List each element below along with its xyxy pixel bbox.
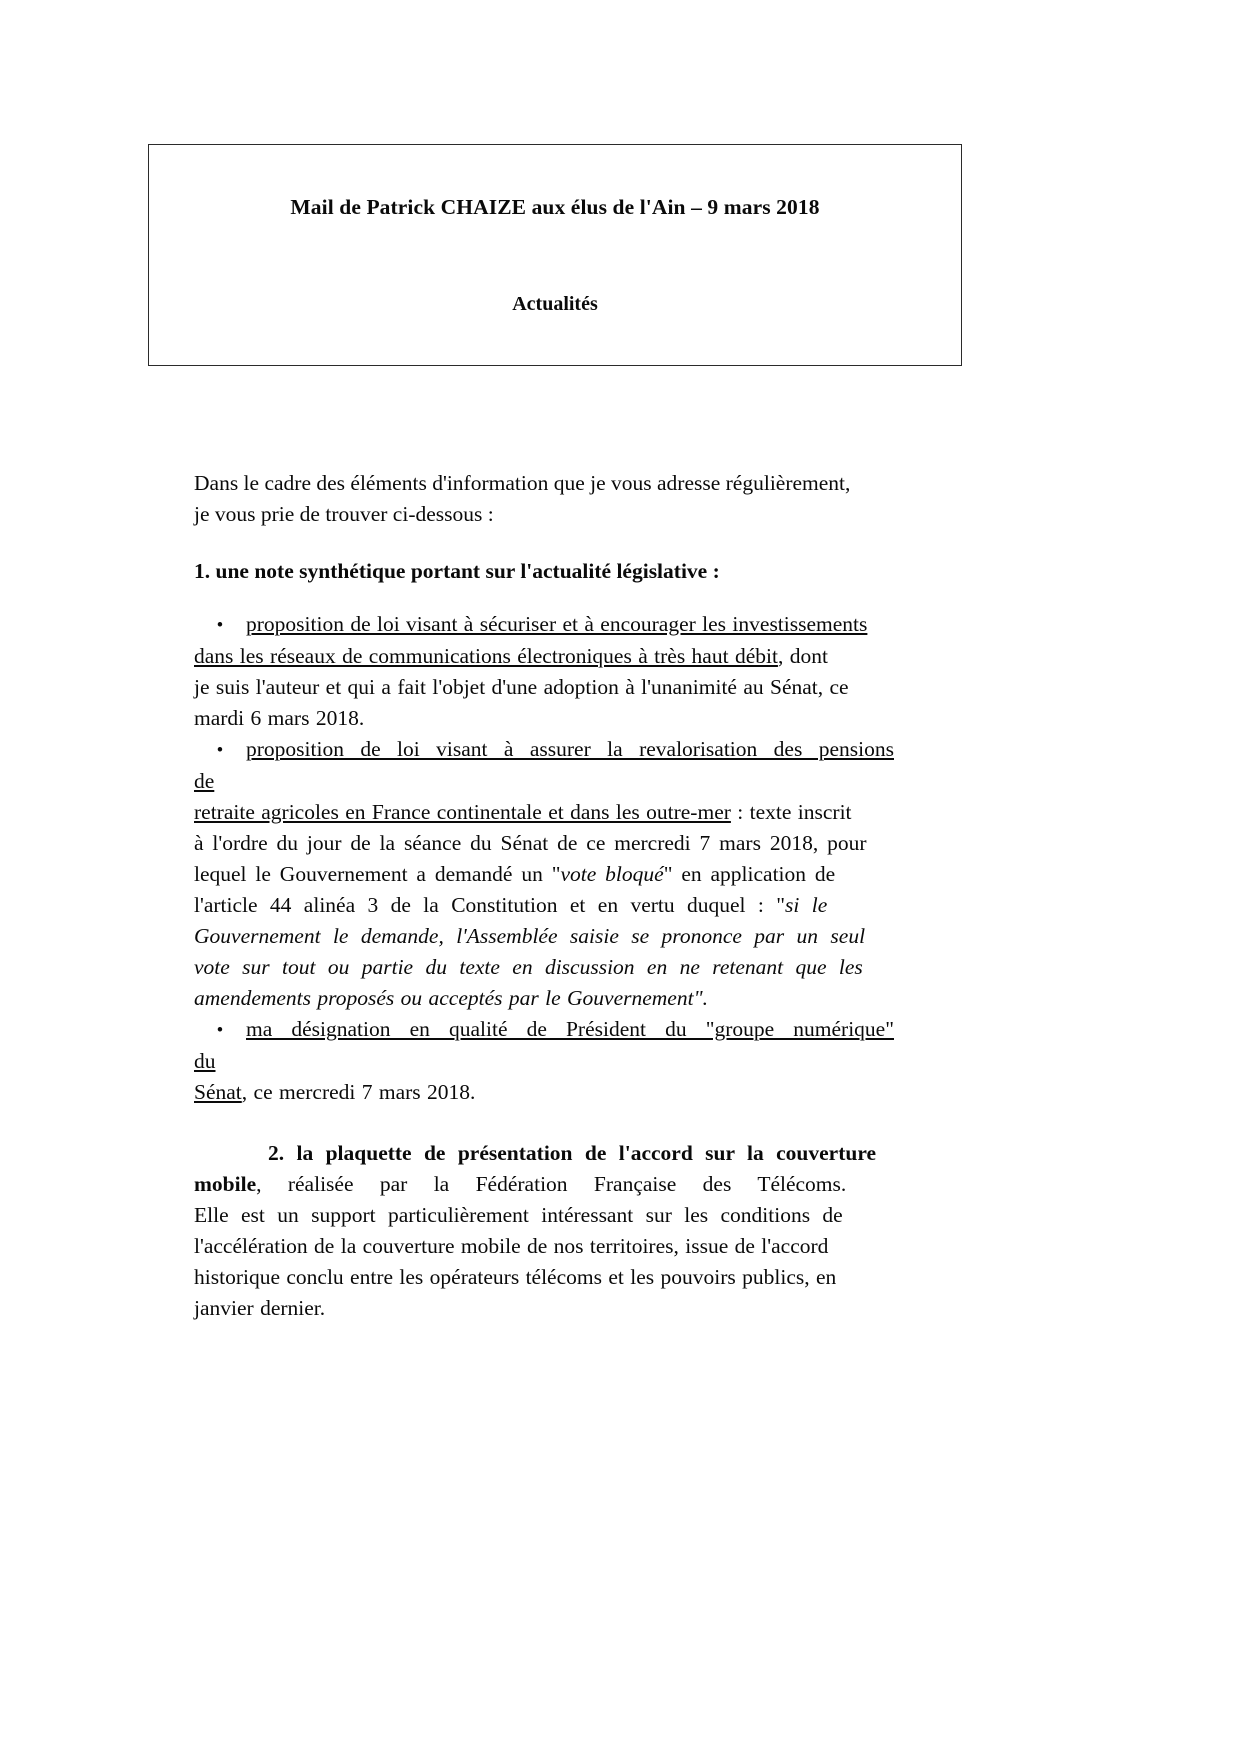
section-2-heading: 2. la plaquette de présentation de l'accord sur la couverture [268,1141,877,1165]
section-1-heading: 1. une note synthétique portant sur l'actualité législative : [194,559,720,583]
section-2-line: Elle est un support particulièrement intéressant sur les conditions de [194,1203,843,1227]
quote-line: amendements proposés ou acceptés par le Gouvernement". [194,986,708,1010]
section-2-text: , réalisée par la Fédération Française des Télécoms [256,1172,841,1196]
intro-line-1: Dans le cadre des éléments d'information que je vous adresse régulièrement, [194,471,851,495]
bullet-line [194,890,894,921]
bullet-line [194,641,894,672]
bullet-line [194,734,894,797]
bullet-text-tail: : texte inscrit [730,800,852,824]
header-box [148,144,962,366]
quote-line: vote sur tout ou partie du texte en discussion en ne retenant que les [194,955,863,979]
list-item [194,734,894,1014]
bullet-text-tail: , ce mercredi 7 mars 2018. [241,1080,476,1104]
bullet-text: retraite agricoles en France continentale et dans les outre-mer [194,800,731,824]
section-1-bullet-list [194,609,894,1108]
list-item [194,1014,894,1108]
bullet-text-tail: , dont [777,644,828,668]
bullet-text-tail: " en application de [663,862,836,886]
bullet-icon: • [216,1020,224,1041]
header-subtitle: Actualités [512,293,598,315]
bullet-line [194,859,894,890]
section-2-line: historique conclu entre les opérateurs télécoms et les pouvoirs publics, en [194,1265,837,1289]
bullet-line: mardi 6 mars 2018. [194,706,365,730]
bullet-line [194,609,894,641]
bullet-icon: • [216,615,224,636]
bullet-text: dans les réseaux de communications électroniques à très haut débit [194,644,778,668]
bullet-text: proposition de loi visant à sécuriser et à encourager les investissements [246,612,868,636]
section-2-line: l'accélération de la couverture mobile de nos territoires, issue de l'accord [194,1234,829,1258]
section-2-paragraph [194,1138,894,1324]
bullet-text: proposition de loi visant à assurer la revalorisation des pensions de [194,737,894,793]
quote-italic: vote bloqué [560,862,664,886]
bullet-line [194,797,894,828]
quote-italic: si le [785,893,828,917]
list-item [194,609,894,734]
section-2-bold: mobile [194,1172,257,1196]
bullet-text: l'article 44 alinéa 3 de la Constitution et en vertu duquel : " [194,893,786,917]
section-2-line [194,1169,894,1200]
bullet-text: Sénat [194,1080,242,1104]
bullet-line [194,1077,894,1108]
bullet-line [194,1014,894,1077]
bullet-text: ma désignation en qualité de Président du "groupe numérique" du [194,1017,894,1073]
document-body [194,468,894,1324]
bullet-text: lequel le Gouvernement a demandé un " [194,862,561,886]
page-title: Mail de Patrick CHAIZE aux élus de l'Ain – 9 mars 2018 [290,195,820,219]
quote-line: Gouvernement le demande, l'Assemblée saisie se prononce par un seul [194,924,866,948]
bullet-line: je suis l'auteur et qui a fait l'objet d'une adoption à l'unanimité au Sénat, ce [194,675,849,699]
bullet-icon: • [216,740,224,761]
bullet-line: à l'ordre du jour de la séance du Sénat de ce mercredi 7 mars 2018, pour [194,831,867,855]
section-2-line: janvier dernier. [194,1296,326,1320]
intro-line-2: je vous prie de trouver ci-dessous : [194,502,494,526]
intro-paragraph [194,468,894,530]
section-2-text-tail: . [840,1172,847,1196]
